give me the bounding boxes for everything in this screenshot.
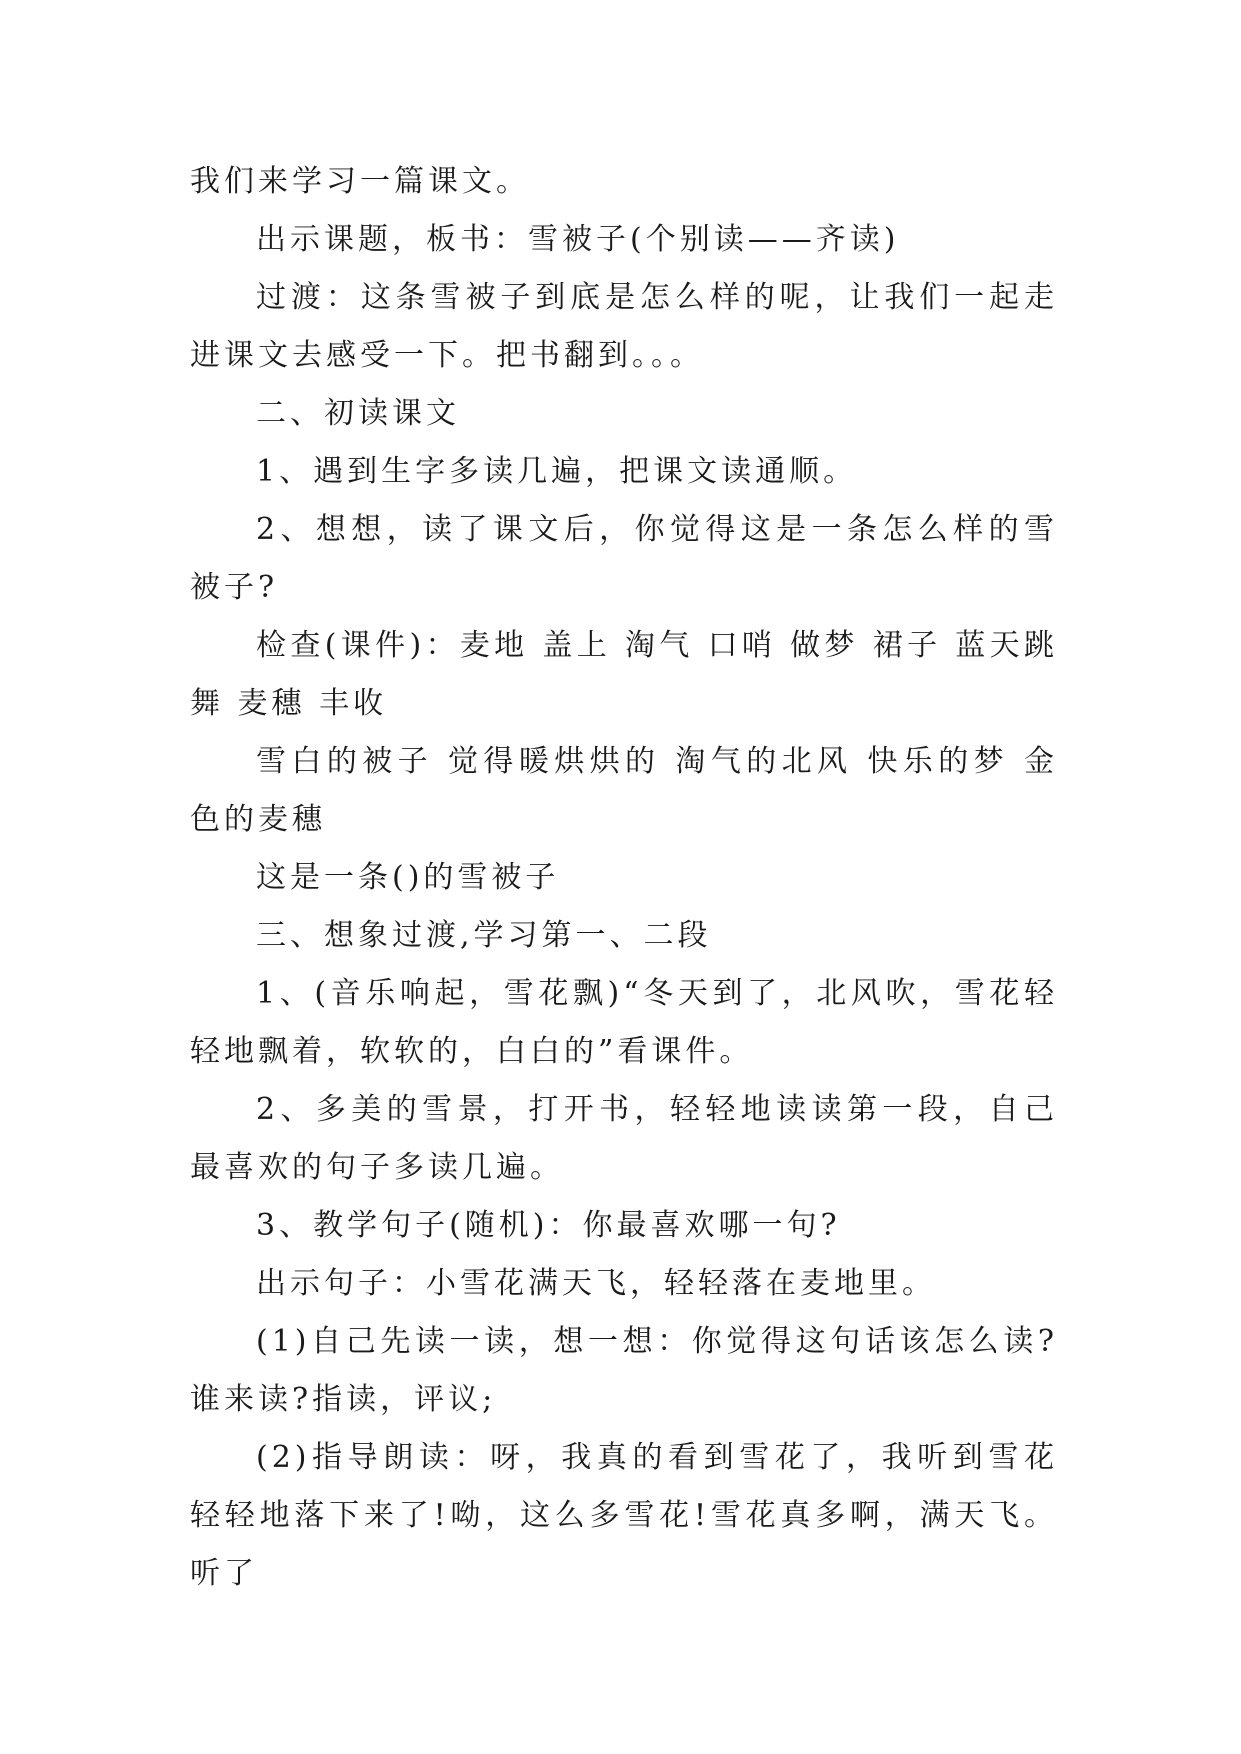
paragraph-13: 3、教学句子(随机)：你最喜欢哪一句? — [256, 1208, 841, 1243]
paragraph-12: 2、多美的雪景，打开书，轻轻地读读第一段，自己最喜欢的句子多读几遍。 — [190, 1092, 1058, 1185]
paragraph-8: 雪白的被子 觉得暖烘烘的 淘气的北风 快乐的梦 金色的麦穗 — [190, 744, 1058, 837]
paragraph-3: 过渡：这条雪被子到底是怎么样的呢，让我们一起走进课文去感受一下。把书翻到。。。 — [190, 280, 1058, 373]
paragraph-9: 这是一条()的雪被子 — [256, 860, 560, 895]
document-body — [190, 153, 1058, 1603]
paragraph-14: 出示句子：小雪花满天飞，轻轻落在麦地里。 — [256, 1266, 936, 1301]
paragraph-2: 出示课题，板书：雪被子(个别读——齐读) — [256, 222, 900, 257]
paragraph-7: 检查(课件)：麦地 盖上 淘气 口哨 做梦 裙子 蓝天跳舞 麦穗 丰收 — [190, 628, 1058, 721]
section-heading-3: 三、想象过渡,学习第一、二段 — [256, 918, 712, 953]
paragraph-1: 我们来学习一篇课文。 — [190, 164, 530, 199]
paragraph-5: 1、遇到生字多读几遍，把课文读通顺。 — [256, 454, 858, 489]
paragraph-15: (1)自己先读一读，想一想：你觉得这句话该怎么读?谁来读?指读，评议; — [190, 1324, 1058, 1417]
section-heading-2: 二、初读课文 — [256, 396, 460, 431]
paragraph-6: 2、想想，读了课文后，你觉得这是一条怎么样的雪被子? — [190, 512, 1058, 605]
paragraph-11: 1、(音乐响起，雪花飘)“冬天到了，北风吹，雪花轻轻地飘着，软软的，白白的”看课件。 — [190, 976, 1058, 1069]
paragraph-16: (2)指导朗读：呀，我真的看到雪花了，我听到雪花轻轻地落下来了!呦，这么多雪花!雪花真多啊，满天飞。听了 — [190, 1440, 1058, 1591]
